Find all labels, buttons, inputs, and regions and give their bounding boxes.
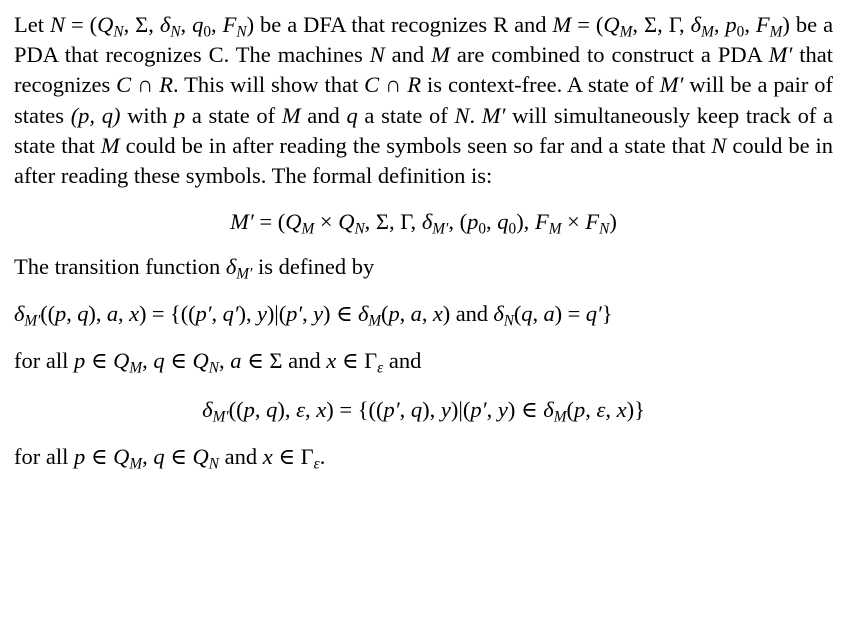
paragraph-text-6: that recognizes — [14, 42, 833, 98]
transition-function-intro — [14, 252, 833, 282]
paragraph-text-7: . This will show that — [173, 72, 359, 98]
paragraph-text-15: will simultaneously keep track of a state that — [14, 102, 833, 158]
symbol-Mprime-2: M′ — [659, 72, 684, 98]
paragraph-text-12: and — [307, 102, 340, 128]
paragraph-text-1: Let — [14, 12, 44, 37]
symbol-Mprime-3: M′ — [481, 102, 506, 128]
paragraph-text-3: be a PDA that recognizes C. The machines — [14, 12, 834, 68]
transition-intro-suffix: is defined by — [258, 254, 375, 280]
paragraph-text-4: and — [391, 42, 425, 68]
symbol-q: q — [346, 102, 358, 128]
paragraph-text-10: with — [127, 102, 168, 128]
equation-transition-main: $\delta_{M'}((p$, q), a, x) = {((p′, q′), y)|(p′, y) ∈ $\delta_M(p$, a, x) and $\delta_N(q$, a) = q′} — [14, 301, 613, 330]
paragraph-text-8: is context-free. A state of — [427, 72, 654, 98]
symbol-M-3: M — [281, 102, 301, 128]
set-intersection-1: C ∩ R — [116, 72, 174, 98]
symbol-M-2: M — [431, 42, 450, 68]
symbol-N-4: N — [711, 132, 727, 158]
tuple-M: ($Q_M$, Σ, Γ, $\delta_M$, $p_0$, $F_M$) — [595, 12, 790, 41]
paragraph-text-13: a state of — [364, 102, 448, 128]
equation-definition: $M' = (Q_M \times Q_N$, Σ, Γ, $\delta_{M'}$, ($p_0$, $q_0$), $F_M \times F_N$) — [230, 209, 617, 238]
symbol-Mprime-1: M′ — [768, 42, 793, 68]
proof-paragraph — [14, 10, 833, 191]
quantifier-line-1: for all p ∈ $Q_M$, q ∈ $Q_N$, a ∈ Σ and x ∈ $\Gamma_\varepsilon$ and — [14, 348, 422, 377]
symbol-N-2: N — [369, 42, 385, 68]
equals-2: = — [577, 12, 590, 37]
equation-transition-epsilon: $\delta_{M'}((p$, q), ε, x) = {((p′, q), y)|(p′, y) ∈ $\delta_M(p$, ε, x)} — [202, 397, 645, 426]
symbol-N-1: N — [49, 12, 65, 37]
paragraph-text-17: could be in after reading these symbols. The formal definition is: — [14, 132, 834, 189]
delta-M-prime-symbol: $\delta_{M'}$ — [225, 254, 253, 283]
symbol-M-1: M — [552, 12, 572, 37]
symbol-p: p — [173, 102, 186, 128]
transition-intro-prefix: The transition function — [14, 254, 221, 280]
paragraph-text-14: . — [469, 102, 476, 128]
state-pair: (p, q) — [70, 102, 121, 128]
paragraph-text-5: are combined to construct a PDA — [456, 42, 762, 68]
paragraph-text-16: could be in after reading the symbols seen so far and a state that — [125, 132, 706, 158]
paragraph-text-11: a state of — [191, 102, 276, 128]
symbol-N-3: N — [454, 102, 470, 128]
symbol-M-4: M — [100, 132, 120, 158]
equals-1: = — [70, 12, 84, 37]
quantifier-line-2: for all p ∈ $Q_M$, q ∈ $Q_N$ and x ∈ $\Gamma_\varepsilon$. — [14, 444, 326, 473]
set-intersection-2: C ∩ R — [364, 72, 422, 98]
paragraph-text-9: will be a pair of states — [14, 72, 834, 128]
tuple-N: ($Q_N$, Σ, $\delta_N$, $q_0$, $F_N$) — [89, 12, 255, 41]
paragraph-text-2: be a DFA that recognizes R and — [260, 12, 547, 37]
